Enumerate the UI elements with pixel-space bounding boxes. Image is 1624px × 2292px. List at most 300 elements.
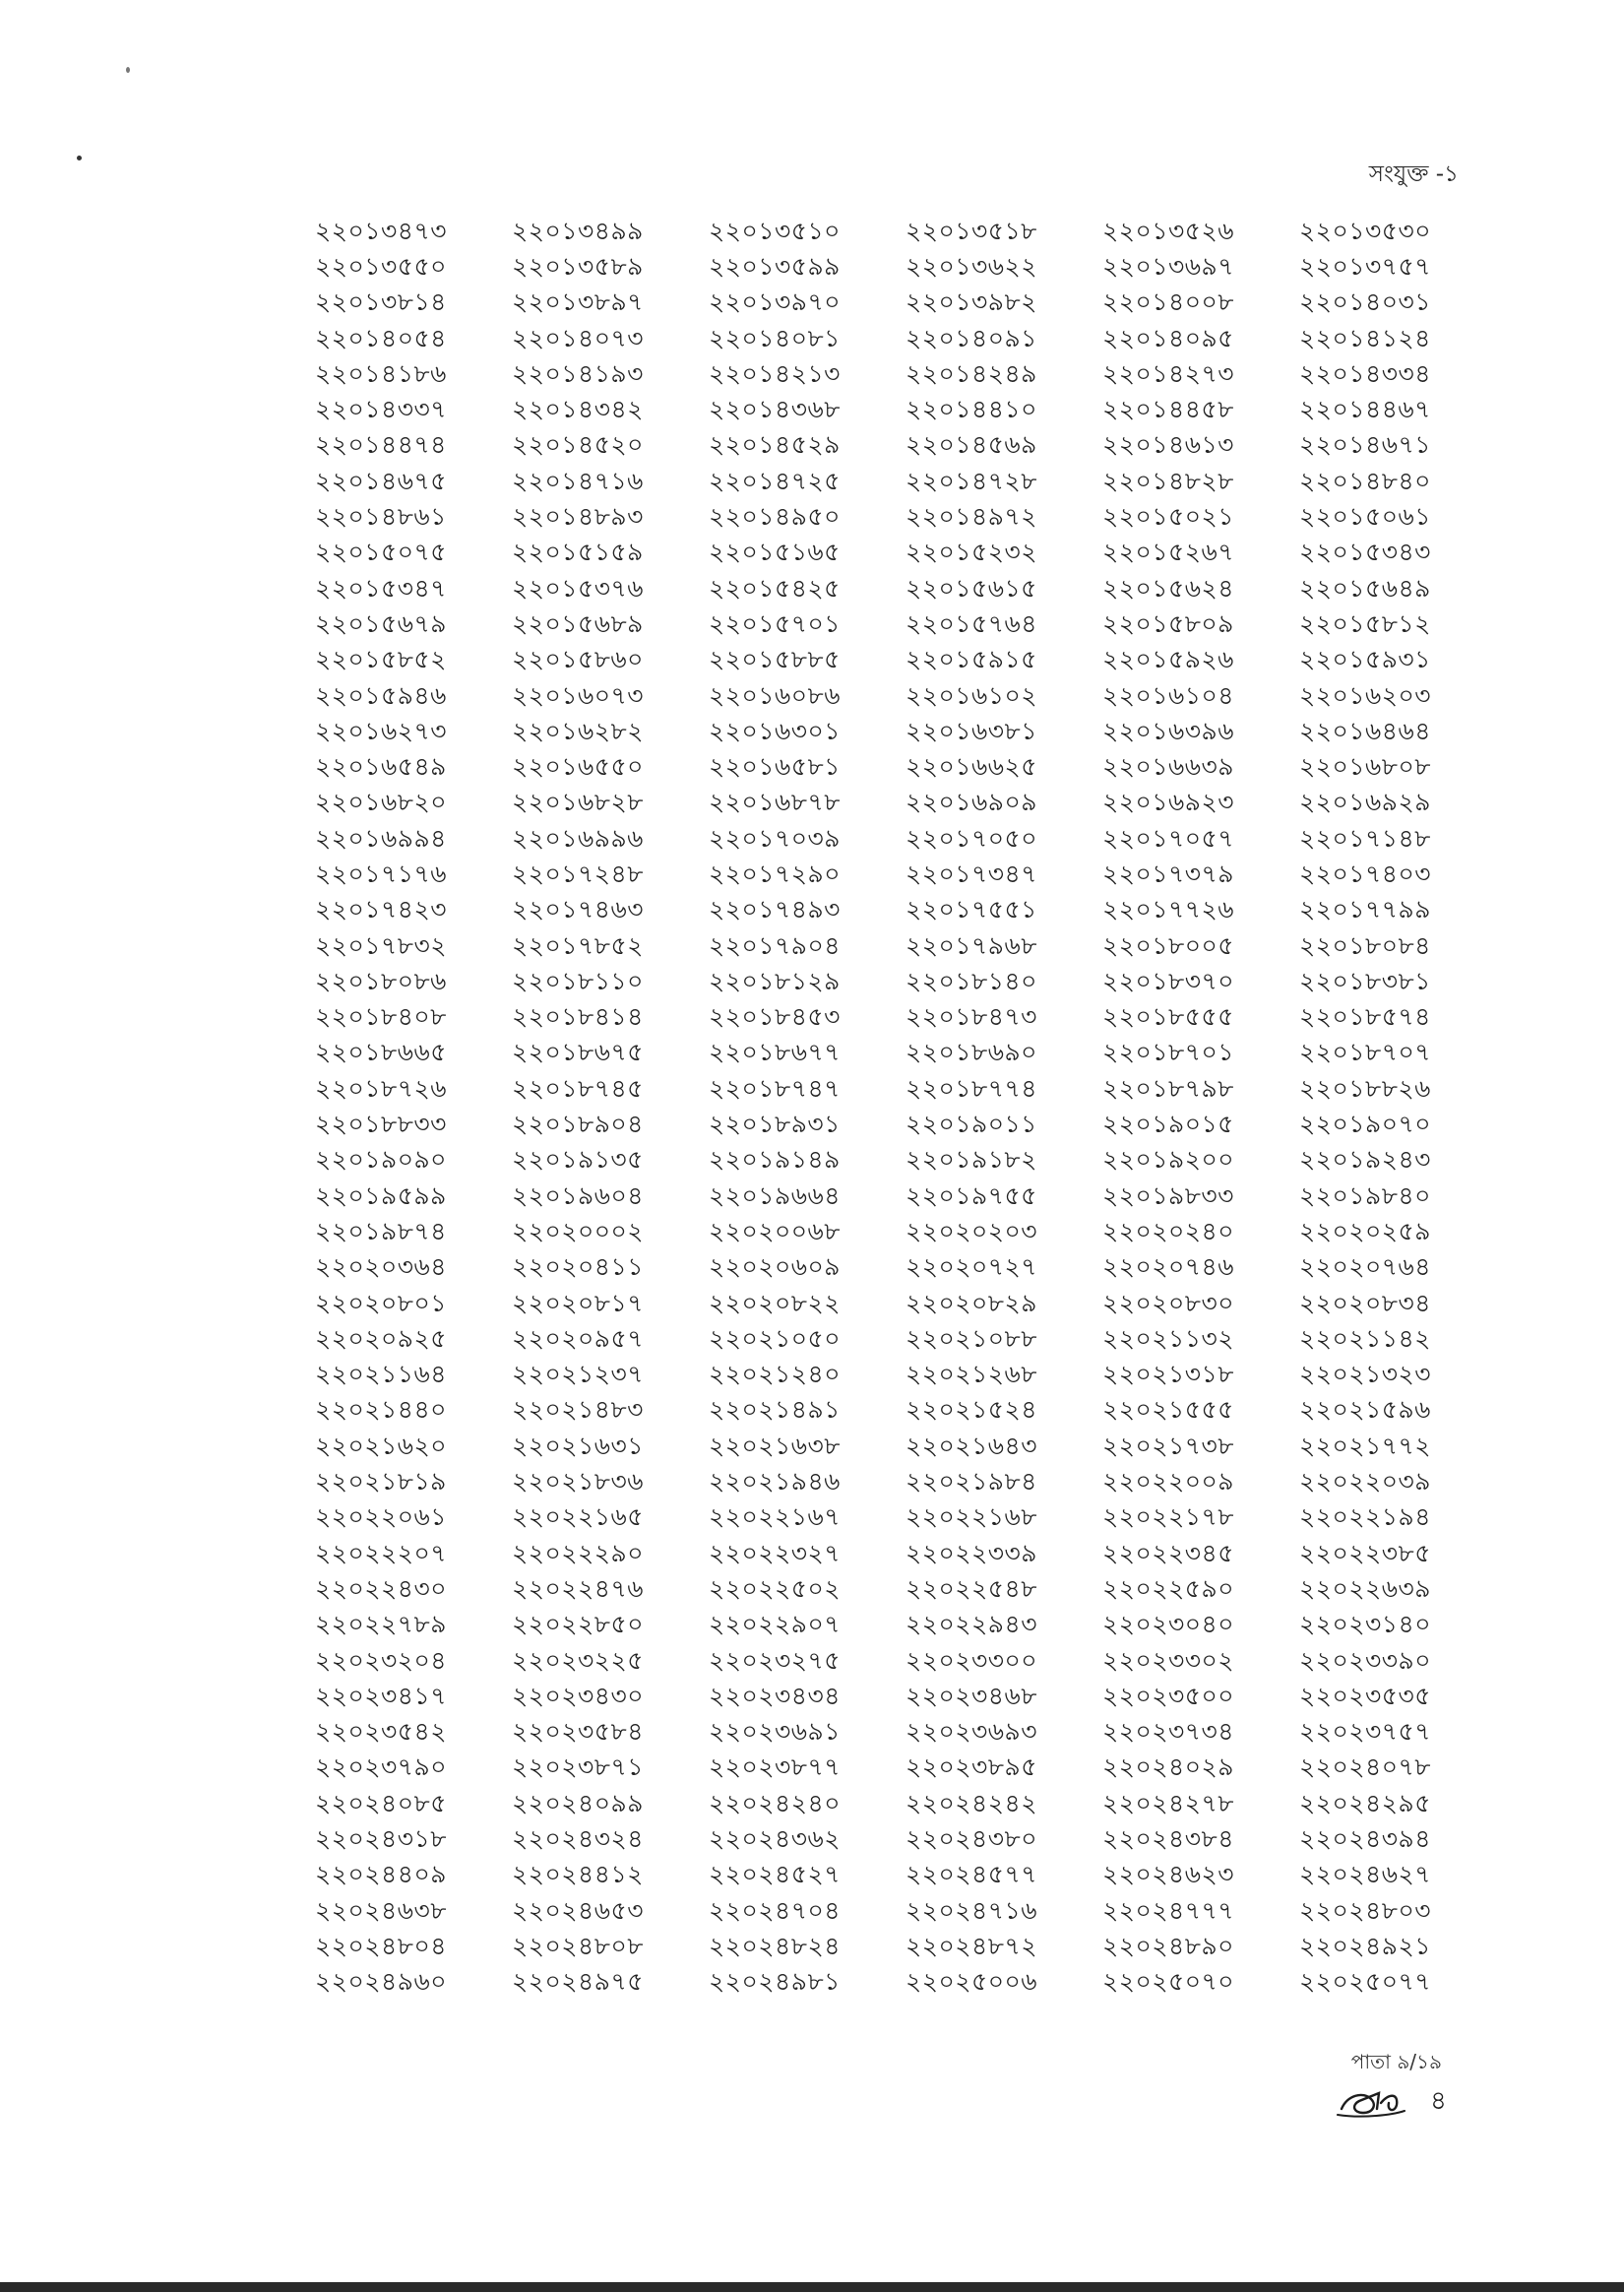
roll-number-cell: ২২০১৯২৪৩ [1299, 1145, 1431, 1175]
roll-number-cell: ২২০২৪৫৭৭ [906, 1860, 1037, 1889]
roll-number-cell: ২২০২৫০৭৭ [1299, 1967, 1432, 1997]
roll-number-cell: ২২০১৪০৯১ [906, 323, 1037, 352]
roll-number-cell: ২২০১৫৩৪৭ [315, 573, 447, 603]
roll-number-cell: ২২০১৮১৪০ [906, 966, 1037, 995]
roll-number-cell: ২২০২০৭২৭ [906, 1252, 1038, 1282]
roll-number-cell: ২২০১৮৭৪৫ [512, 1073, 644, 1103]
roll-number-cell: ২২০১৬০৮৬ [709, 680, 841, 710]
roll-number-cell: ২২০১৮০৮৪ [1299, 930, 1431, 960]
roll-number-cell: ২২০২১২৪০ [709, 1360, 841, 1389]
roll-number-cell: ২২০১৪৬৭৫ [315, 466, 447, 495]
roll-number-cell: ২২০১৫৮৮৫ [709, 645, 841, 674]
roll-number-cell: ২২০১৮৮২৬ [1299, 1073, 1431, 1103]
roll-number-cell: ২২০২২৯০৭ [709, 1610, 842, 1639]
roll-number-cell: ২২০২১২৬৮ [906, 1360, 1037, 1389]
roll-number-cell: ২২০১৭৪০৩ [1299, 860, 1431, 888]
roll-number-cell: ২২০১৮৫৭৪ [1299, 1002, 1431, 1032]
roll-number-cell: ২২০১৯৬৬৪ [709, 1180, 841, 1210]
roll-number-cell: ২২০২২৩২৭ [709, 1538, 842, 1567]
roll-number-cell: ২২০১৭৯৬৮ [906, 930, 1037, 960]
roll-number-cell: ২২০১৮৭৯৮ [1102, 1073, 1234, 1103]
roll-number-cell: ২২০১৮৮৩৩ [315, 1110, 447, 1139]
roll-number-cell: ২২০১৬৬২৫ [906, 752, 1037, 782]
scan-speck [77, 156, 82, 160]
roll-number-cell: ২২০১৫৯১৫ [906, 645, 1037, 674]
roll-number-cell: ২২০১৪০৫৪ [315, 323, 447, 352]
roll-number-cell: ২২০১৭২৯০ [709, 860, 841, 888]
roll-number-cell: ২২০১৮৯০৪ [512, 1110, 644, 1139]
roll-number-cell: ২২০১৫৮১২ [1299, 608, 1431, 638]
scan-bottom-edge [0, 2282, 1624, 2292]
roll-number-cell: ২২০১৬৯২৯ [1299, 788, 1431, 817]
roll-number-cell: ২২০১৭৮৩২ [315, 930, 447, 960]
roll-number-cell: ২২০১৮০৮৬ [315, 966, 447, 995]
roll-number-cell: ২২০১৭০৫৭ [1102, 823, 1234, 853]
roll-number-cell: ২২০২২৭৮৯ [315, 1610, 447, 1639]
roll-number-cell: ২২০১৬৫৪৯ [315, 752, 447, 782]
roll-number-cell: ২২০২২৫৪৮ [906, 1573, 1037, 1603]
roll-number-cell: ২২০১৪০৯৫ [1102, 323, 1234, 352]
roll-number-cell: ২২০১৪৭২৮ [906, 466, 1037, 495]
roll-number-cell: ২২০১৮৩৮১ [1299, 966, 1431, 995]
roll-number-cell: ২২০১৩৫৮৯ [512, 251, 644, 281]
roll-number-cell: ২২০২০৬০৯ [709, 1252, 842, 1282]
roll-number-cell: ২২০১৪৮২৮ [1102, 466, 1234, 495]
roll-number-cell: ২২০২৪২৭৮ [1102, 1788, 1234, 1817]
roll-number-cell: ২২০১৫৭৬৪ [906, 608, 1037, 638]
roll-number-cell: ২২০১৮১২৯ [709, 966, 841, 995]
roll-number-cell: ২২০১৯০১৫ [1102, 1110, 1234, 1139]
roll-number-cell: ২২০১৫৮৬০ [512, 645, 644, 674]
roll-number-cell: ২২০১৩৯৭০ [709, 287, 841, 317]
roll-number-cell: ২২০১৬৯২৩ [1102, 788, 1234, 817]
roll-number-cell: ২২০১৪৪৬৭ [1299, 395, 1431, 424]
roll-number-cell: ২২০১৮৭৪৭ [709, 1073, 841, 1103]
roll-number-cell: ২২০১৭৭২৬ [1102, 895, 1235, 924]
roll-number-cell: ২২০১৫০৭৫ [315, 538, 447, 567]
initial-mark: ৪ [1430, 2086, 1447, 2116]
roll-number-cell: ২২০২২১৬৫ [512, 1502, 644, 1532]
roll-number-cell: ২২০২৩২০৪ [315, 1645, 448, 1675]
roll-number-cell: ২২০২৪৮৯০ [1102, 1931, 1234, 1960]
roll-number-cell: ২২০২২০৩৯ [1299, 1467, 1432, 1496]
roll-number-cell: ২২০১৪১৮৬ [315, 358, 447, 388]
roll-number-cell: ২২০২৩৮৯৫ [906, 1752, 1037, 1782]
roll-number-cell: ২২০১৭৪৬৩ [512, 895, 644, 924]
roll-number-cell: ২২০১৬১০৪ [1102, 680, 1234, 710]
roll-number-cell: ২২০২৩৭৩৪ [1102, 1717, 1235, 1747]
roll-number-cell: ২২০২১৬২০ [315, 1431, 448, 1460]
roll-number-cell: ২২০২১৩১৮ [1102, 1360, 1234, 1389]
roll-number-cell: ২২০১৯১৮২ [906, 1145, 1037, 1175]
roll-number-cell: ২২০২৩১৪০ [1299, 1610, 1431, 1639]
roll-number-cell: ২২০১৭৭৯৯ [1299, 895, 1431, 924]
roll-number-cell: ২২০২৩৪১৭ [315, 1681, 447, 1710]
roll-number-cell: ২২০১৮৭০১ [1102, 1038, 1234, 1067]
roll-number-cell: ২২০১৮৬৬৫ [315, 1038, 447, 1067]
roll-number-cell: ২২০১৫৬১৫ [906, 573, 1037, 603]
roll-number-cell: ২২০২২৫৯০ [1102, 1573, 1234, 1603]
roll-number-cell: ২২০২৩২৭৫ [709, 1645, 842, 1675]
roll-number-cell: ২২০১৭৩৭৯ [1102, 860, 1234, 888]
roll-number-cell: ২২০২৪৩৮০ [906, 1824, 1037, 1854]
roll-number-cell: ২২০২২৩৩৯ [906, 1538, 1038, 1567]
roll-number-cell: ২২০২২০৬১ [315, 1502, 448, 1532]
roll-number-cell: ২২০১৪৫২৯ [709, 430, 841, 460]
roll-number-cell: ২২০২৪৪১২ [512, 1860, 644, 1889]
roll-number-cell: ২২০২৩৬৯৩ [906, 1717, 1038, 1747]
roll-number-cell: ২২০১৪৮৬১ [315, 502, 447, 532]
roll-number-cell: ২২০২০৮২২ [709, 1288, 842, 1317]
roll-number-cell: ২২০২১৯৮৪ [906, 1467, 1037, 1496]
roll-number-cell: ২২০১৯০৭০ [1299, 1110, 1431, 1139]
roll-number-cell: ২২০১৫৬৮৯ [512, 608, 644, 638]
roll-number-cell: ২২০১৭৫৫১ [906, 895, 1037, 924]
roll-number-cell: ২২০১৩৮১৪ [315, 287, 447, 317]
roll-number-cell: ২২০২৪৩১৮ [315, 1824, 447, 1854]
roll-number-cell: ২২০২১১৪২ [1299, 1323, 1431, 1353]
roll-number-cell: ২২০১৪০০৮ [1102, 287, 1234, 317]
roll-number-cell: ২২০২০৭৪৬ [1102, 1252, 1235, 1282]
roll-number-cell: ২২০২১১৩২ [1102, 1323, 1234, 1353]
roll-number-cell: ২২০২৪৮৭২ [906, 1931, 1037, 1960]
roll-number-cell: ২২০২২২৯০ [512, 1538, 645, 1567]
roll-number-cell: ২২০১৩৬৯৭ [1102, 251, 1234, 281]
roll-number-cell: ২২০১৪২১৩ [709, 358, 841, 388]
roll-number-cell: ২২০১৫১৬৫ [709, 538, 841, 567]
roll-number-cell: ২২০২৩২২৫ [512, 1645, 645, 1675]
roll-number-cell: ২২০২১২৩৭ [512, 1360, 645, 1389]
roll-number-cell: ২২০১৫৬৭৯ [315, 608, 447, 638]
roll-number-cell: ২২০১৫০২১ [1102, 502, 1234, 532]
roll-number-cell: ২২০১৫৬৪৯ [1299, 573, 1431, 603]
roll-number-cell: ২২০১৬৪৬৪ [1299, 716, 1431, 745]
roll-number-cell: ২২০১৪৩৩৪ [1299, 358, 1431, 388]
roll-number-cell: ২২০১৮৪১৪ [512, 1002, 644, 1032]
roll-number-cell: ২২০১৪০৭৩ [512, 323, 644, 352]
roll-number-cell: ২২০২৩৪৩০ [512, 1681, 645, 1710]
roll-number-cell: ২২০১৭১৪৮ [1299, 823, 1431, 853]
roll-number-cell: ২২০২১০৮৮ [906, 1323, 1037, 1353]
roll-number-cell: ২২০২৪০৮৫ [315, 1788, 447, 1817]
roll-number-cell: ২২০১৭১৭৬ [315, 860, 447, 888]
roll-number-cell: ২২০১৫৮৫২ [315, 645, 447, 674]
roll-number-cell: ২২০২৪৩৮৪ [1102, 1824, 1234, 1854]
roll-number-cell: ২২০১৪৮৪০ [1299, 466, 1431, 495]
roll-number-cell: ২২০২৩০৪০ [1102, 1610, 1235, 1639]
roll-number-cell: ২২০২৩৫৩৫ [1299, 1681, 1431, 1710]
roll-number-cell: ২২০২১৪৯১ [709, 1395, 841, 1425]
roll-number-cell: ২২০২৩৫৪২ [315, 1717, 447, 1747]
roll-number-cell: ২২০১৬৮২৮ [512, 788, 644, 817]
roll-number-cell: ২২০২২১৬৮ [906, 1502, 1037, 1532]
roll-number-cell: ২২০১৯৭৫৫ [906, 1180, 1037, 1210]
roll-number-cell: ২২০১৫৯২৬ [1102, 645, 1234, 674]
roll-number-cell: ২২০১৩৫১০ [709, 216, 841, 245]
roll-number-cell: ২২০২১৮৩৬ [512, 1467, 644, 1496]
roll-number-cell: ২২০২০০০২ [512, 1216, 645, 1245]
roll-number-cell: ২২০১৪৫৬৯ [906, 430, 1037, 460]
roll-number-cell: ২২০২০৯২৫ [315, 1323, 447, 1353]
roll-number-cell: ২২০২৪৫২৭ [709, 1860, 841, 1889]
roll-number-cell: ২২০১৩৮৯৭ [512, 287, 644, 317]
roll-number-cell: ২২০১৬৯৯৬ [512, 823, 644, 853]
roll-number-cell: ২২০২২৩৮৫ [1299, 1538, 1431, 1567]
roll-number-cell: ২২০২৪৩২৪ [512, 1824, 644, 1854]
roll-number-cell: ২২০১৬১০২ [906, 680, 1037, 710]
roll-number-cell: ২২০২৪২৯৫ [1299, 1788, 1431, 1817]
roll-number-cell: ২২০১৩৫২৬ [1102, 216, 1234, 245]
roll-number-cell: ২২০২১৯৪৬ [709, 1467, 841, 1496]
roll-number-cell: ২২০২১৬৩৮ [709, 1431, 841, 1460]
roll-number-cell: ২২০১৬৩০১ [709, 716, 841, 745]
roll-number-cell: ২২০১৪৯৫০ [709, 502, 841, 532]
roll-number-cell: ২২০১৮৭২৬ [315, 1073, 447, 1103]
roll-number-cell: ২২০২১৬৩১ [512, 1431, 644, 1460]
roll-number-cell: ২২০১৫২৩২ [906, 538, 1037, 567]
roll-number-cell: ২২০২৪৯৬০ [315, 1967, 447, 1997]
roll-number-cell: ২২০২৪২৪০ [709, 1788, 841, 1817]
roll-number-cell: ২২০১৪০৩১ [1299, 287, 1431, 317]
roll-number-cell: ২২০২৪০৯৯ [512, 1788, 644, 1817]
roll-number-cell: ২২০১৯৬০৪ [512, 1180, 644, 1210]
roll-number-cell: ২২০১৬৮২০ [315, 788, 447, 817]
roll-number-cell: ২২০১৬২০৩ [1299, 680, 1432, 710]
roll-number-cell: ২২০২৪০৭৮ [1299, 1752, 1431, 1782]
roll-number-cell: ২২০২৪৩৯৪ [1299, 1824, 1431, 1854]
roll-number-cell: ২২০২২২০৭ [315, 1538, 448, 1567]
roll-number-cell: ২২০১৫৮০৯ [1102, 608, 1234, 638]
roll-number-cell: ২২০২৪০২৯ [1102, 1752, 1234, 1782]
roll-number-cell: ২২০১৪৪৫৮ [1102, 395, 1234, 424]
roll-number-cell: ২২০১৯১৩৫ [512, 1145, 644, 1175]
roll-number-cell: ২২০১৫১৫৯ [512, 538, 644, 567]
roll-number-cell: ২২০২২৮৫০ [512, 1610, 644, 1639]
roll-number-cell: ২২০২৪৪০৯ [315, 1860, 447, 1889]
roll-number-cell: ২২০২২৪৩০ [315, 1573, 448, 1603]
roll-number-cell: ২২০২৪৩৬২ [709, 1824, 842, 1854]
page-number: পাতা ৯/১৯ [1350, 2050, 1442, 2073]
roll-number-cell: ২২০২০৮০১ [315, 1288, 447, 1317]
roll-number-cell: ২২০২৪৭১৬ [906, 1895, 1037, 1925]
roll-number-cell: ২২০২০৩৬৪ [315, 1252, 448, 1282]
roll-number-cell: ২২০১৬৯৯৪ [315, 823, 447, 853]
roll-number-cell: ২২০১৪৬১৩ [1102, 430, 1234, 460]
roll-number-cell: ২২০২৩৩০২ [1102, 1645, 1235, 1675]
roll-number-cell: ২২০২৪৯২১ [1299, 1931, 1431, 1960]
roll-number-cell: ২২০১৪৭১৬ [512, 466, 644, 495]
roll-number-cell: ২২০১৮৫৫৫ [1102, 1002, 1234, 1032]
roll-number-cell: ২২০১৯০৯০ [315, 1145, 447, 1175]
roll-number-cell: ২২০১৯৮৩৩ [1102, 1180, 1234, 1210]
roll-number-cell: ২২০১৭৪২৩ [315, 895, 447, 924]
roll-number-cell: ২২০২০৮২৯ [906, 1288, 1037, 1317]
roll-number-cell: ২২০১৫২৬৭ [1102, 538, 1234, 567]
roll-number-cell: ২২০২১৭৭২ [1299, 1431, 1432, 1460]
roll-number-cell: ২২০১৮৭০৭ [1299, 1038, 1431, 1067]
roll-number-cell: ২২০১৪১৯৩ [512, 358, 644, 388]
roll-number-cell: ২২০১৬২৮২ [512, 716, 644, 745]
roll-number-cell: ২২০২১৫৯৬ [1299, 1395, 1431, 1425]
roll-number-cell: ২২০২৪৮০৪ [315, 1931, 447, 1960]
roll-number-cell: ২২০২০২০৩ [906, 1216, 1038, 1245]
roll-number-cell: ২২০২৩৮৭১ [512, 1752, 644, 1782]
roll-number-cell: ২২০২২৩৪৫ [1102, 1538, 1234, 1567]
roll-number-cell: ২২০১৫৯৪৬ [315, 680, 447, 710]
roll-number-cell: ২২০২০২৪০ [1102, 1216, 1235, 1245]
roll-number-cell: ২২০১৭০৩৯ [709, 823, 841, 853]
roll-number-cell: ২২০২৫০৭০ [1102, 1967, 1235, 1997]
roll-number-cell: ২২০১৪৪১০ [906, 395, 1037, 424]
roll-number-cell: ২২০১৫৭০১ [709, 608, 841, 638]
roll-number-cell: ২২০১৫০৬১ [1299, 502, 1431, 532]
roll-number-cell: ২২০২৩৪৩৪ [709, 1681, 841, 1710]
roll-number-cell: ২২০২৪৯৮১ [709, 1967, 841, 1997]
roll-number-cell: ২২০২৪৭৭৭ [1102, 1895, 1235, 1925]
roll-number-cell: ২২০২৩৩৯০ [1299, 1645, 1432, 1675]
roll-number-cell: ২২০১৮১১০ [512, 966, 644, 995]
roll-number-cell: ২২০২৪৬৫৩ [512, 1895, 644, 1925]
roll-number-cell: ২২০২০৪১১ [512, 1252, 644, 1282]
roll-number-cell: ২২০১৬৫৮১ [709, 752, 841, 782]
roll-number-cell: ২২০১৪৯৭২ [906, 502, 1037, 532]
roll-number-cell: ২২০২১৪৪০ [315, 1395, 447, 1425]
roll-number-cell: ২২০১৬২৭৩ [315, 716, 448, 745]
roll-number-cell: ২২০২০৮৩০ [1102, 1288, 1235, 1317]
roll-number-table [315, 215, 1457, 2002]
roll-number-cell: ২২০১৮৪৫৩ [709, 1002, 841, 1032]
roll-number-cell: ২২০১৮৩৭০ [1102, 966, 1234, 995]
roll-number-cell: ২২০১৩৪৭৩ [315, 216, 447, 245]
roll-number-cell: ২২০২১৪৮৩ [512, 1395, 644, 1425]
roll-number-cell: ২২০১৭৪৯৩ [709, 895, 841, 924]
roll-number-cell: ২২০১৪৩৬৮ [709, 395, 841, 424]
roll-number-cell: ২২০১৪৮৯৩ [512, 502, 644, 532]
roll-number-cell: ২২০১৭২৪৮ [512, 860, 644, 888]
roll-number-cell: ২২০১৫৬২৪ [1102, 573, 1234, 603]
roll-number-cell: ২২০১৮৭৭৪ [906, 1073, 1037, 1103]
roll-number-cell: ২২০২২৯৪৩ [906, 1610, 1037, 1639]
roll-number-cell: ২২০১৪৭২৫ [709, 466, 841, 495]
roll-number-cell: ২২০২১৮১৯ [315, 1467, 447, 1496]
roll-number-cell: ২২০১৩৫৫০ [315, 251, 447, 281]
roll-number-cell: ২২০২৩৫৮৪ [512, 1717, 644, 1747]
roll-number-cell: ২২০২১৫২৪ [906, 1395, 1037, 1425]
roll-number-cell: ২২০২৪৬২৭ [1299, 1860, 1432, 1889]
roll-number-cell: ২২০২২১৭৮ [1102, 1502, 1234, 1532]
roll-number-cell: ২২০২৩৬৯১ [709, 1717, 841, 1747]
roll-number-cell: ২২০২১৬৪৩ [906, 1431, 1037, 1460]
annex-label: সংযুক্ত -১ [1368, 161, 1459, 187]
roll-number-cell: ২২০২৪৬২৩ [1102, 1860, 1235, 1889]
roll-number-cell: ২২০২১১৬৪ [315, 1360, 447, 1389]
roll-number-cell: ২২০১৫৯৩১ [1299, 645, 1431, 674]
roll-number-cell: ২২০১৪২৪৯ [906, 358, 1037, 388]
roll-number-cell: ২২০২৩৭৫৭ [1299, 1717, 1432, 1747]
roll-number-cell: ২২০১৩৫৩০ [1299, 216, 1431, 245]
roll-number-cell: ২২০১৩৯৮২ [906, 287, 1037, 317]
roll-number-cell: ২২০১৪৩৪২ [512, 395, 644, 424]
roll-number-cell: ২২০২০৯৫৭ [512, 1323, 644, 1353]
scan-speck [126, 67, 130, 73]
roll-number-cell: ২২০১৮৯৩১ [709, 1110, 841, 1139]
roll-number-cell: ২২০১৯০১১ [906, 1110, 1037, 1139]
roll-number-cell: ২২০২০৮৩৪ [1299, 1288, 1431, 1317]
roll-number-cell: ২২০১৬৩৮১ [906, 716, 1037, 745]
roll-number-cell: ২২০২৪৯৭৫ [512, 1967, 644, 1997]
roll-number-cell: ২২০১৩৫৯৯ [709, 251, 841, 281]
roll-number-cell: ২২০১৯৮৭৪ [315, 1216, 447, 1245]
roll-number-cell: ২২০২০২৫৯ [1299, 1216, 1431, 1245]
roll-number-cell: ২২০২১৫৫৫ [1102, 1395, 1234, 1425]
signature-mark [1334, 2075, 1462, 2125]
roll-number-cell: ২২০১৭০৫০ [906, 823, 1037, 853]
roll-number-cell: ২২০১৫৩৭৬ [512, 573, 644, 603]
roll-number-cell: ২২০২৩৫০০ [1102, 1681, 1235, 1710]
roll-number-cell: ২২০২২১৯৪ [1299, 1502, 1431, 1532]
roll-number-cell: ২২০২০৭৬৪ [1299, 1252, 1432, 1282]
roll-number-cell: ২২০২৩৩০০ [906, 1645, 1038, 1675]
roll-number-cell: ২২০১৬৩৯৬ [1102, 716, 1234, 745]
roll-number-cell: ২২০১৮৬৭৫ [512, 1038, 644, 1067]
roll-number-cell: ২২০১৬৫৫০ [512, 752, 644, 782]
roll-number-cell: ২২০১৭৮৫২ [512, 930, 644, 960]
roll-number-cell: ২২০১৬৮০৮ [1299, 752, 1431, 782]
roll-number-cell: ২২০১৪২৭৩ [1102, 358, 1234, 388]
roll-number-cell: ২২০১৪৩৩৭ [315, 395, 447, 424]
roll-number-cell: ২২০১৬০৭৩ [512, 680, 645, 710]
roll-number-cell: ২২০১৯২০০ [1102, 1145, 1234, 1175]
roll-number-cell: ২২০১৯১৪৯ [709, 1145, 841, 1175]
roll-number-cell: ২২০১৮৪০৮ [315, 1002, 447, 1032]
roll-number-cell: ২২০১৯৫৯৯ [315, 1180, 447, 1210]
roll-number-cell: ২২০১৭৯০৪ [709, 930, 841, 960]
roll-number-cell: ২২০১৩৫১৮ [906, 216, 1037, 245]
roll-number-cell: ২২০১৮০০৫ [1102, 930, 1234, 960]
roll-number-cell: ২২০২৪৮২৪ [709, 1931, 841, 1960]
roll-number-cell: ২২০২২৬৩৯ [1299, 1573, 1432, 1603]
roll-number-cell: ২২০১৪৪৭৪ [315, 430, 447, 460]
roll-number-cell: ২২০১৪০৮১ [709, 323, 841, 352]
roll-number-cell: ২২০২২৪৭৬ [512, 1573, 645, 1603]
roll-number-cell: ২২০১৫৪২৫ [709, 573, 841, 603]
roll-number-cell: ২২০১৮৬৯০ [906, 1038, 1037, 1067]
roll-number-cell: ২২০১৩৭৫৭ [1299, 251, 1431, 281]
roll-number-cell: ২২০২০৮১৭ [512, 1288, 644, 1317]
roll-number-cell: ২২০২৫০০৬ [906, 1967, 1038, 1997]
roll-number-cell: ২২০১৬৮৭৮ [709, 788, 841, 817]
roll-number-cell: ২২০২২১৬৭ [709, 1502, 842, 1532]
roll-number-cell: ২২০২৩৮৭৭ [709, 1752, 842, 1782]
roll-number-cell: ২২০২১০৫০ [709, 1323, 841, 1353]
roll-number-cell: ২২০১৩৪৯৯ [512, 216, 644, 245]
roll-number-cell: ২২০১৮৪৭৩ [906, 1002, 1037, 1032]
roll-number-cell: ২২০২০০৬৮ [709, 1216, 842, 1245]
roll-number-cell: ২২০১৬৬৩৯ [1102, 752, 1234, 782]
roll-number-cell: ২২০১৯৮৪০ [1299, 1180, 1431, 1210]
roll-number-cell: ২২০২২৫০২ [709, 1573, 842, 1603]
roll-number-cell: ২২০১৪১২৪ [1299, 323, 1431, 352]
roll-number-cell: ২২০১৪৬৭১ [1299, 430, 1431, 460]
roll-number-cell: ২২০২১৩২৩ [1299, 1360, 1432, 1389]
roll-number-cell: ২২০২৪৭০৪ [709, 1895, 841, 1925]
roll-number-cell: ২২০২৪৬৩৮ [315, 1895, 447, 1925]
roll-number-cell: ২২০১৭৩৪৭ [906, 860, 1037, 888]
roll-number-cell: ২২০২১৭৩৮ [1102, 1431, 1234, 1460]
roll-number-cell: ২২০২৪৮০৮ [512, 1931, 644, 1960]
roll-number-cell: ২২০২৪২৪২ [906, 1788, 1037, 1817]
roll-number-cell: ২২০২৪৮০৩ [1299, 1895, 1431, 1925]
